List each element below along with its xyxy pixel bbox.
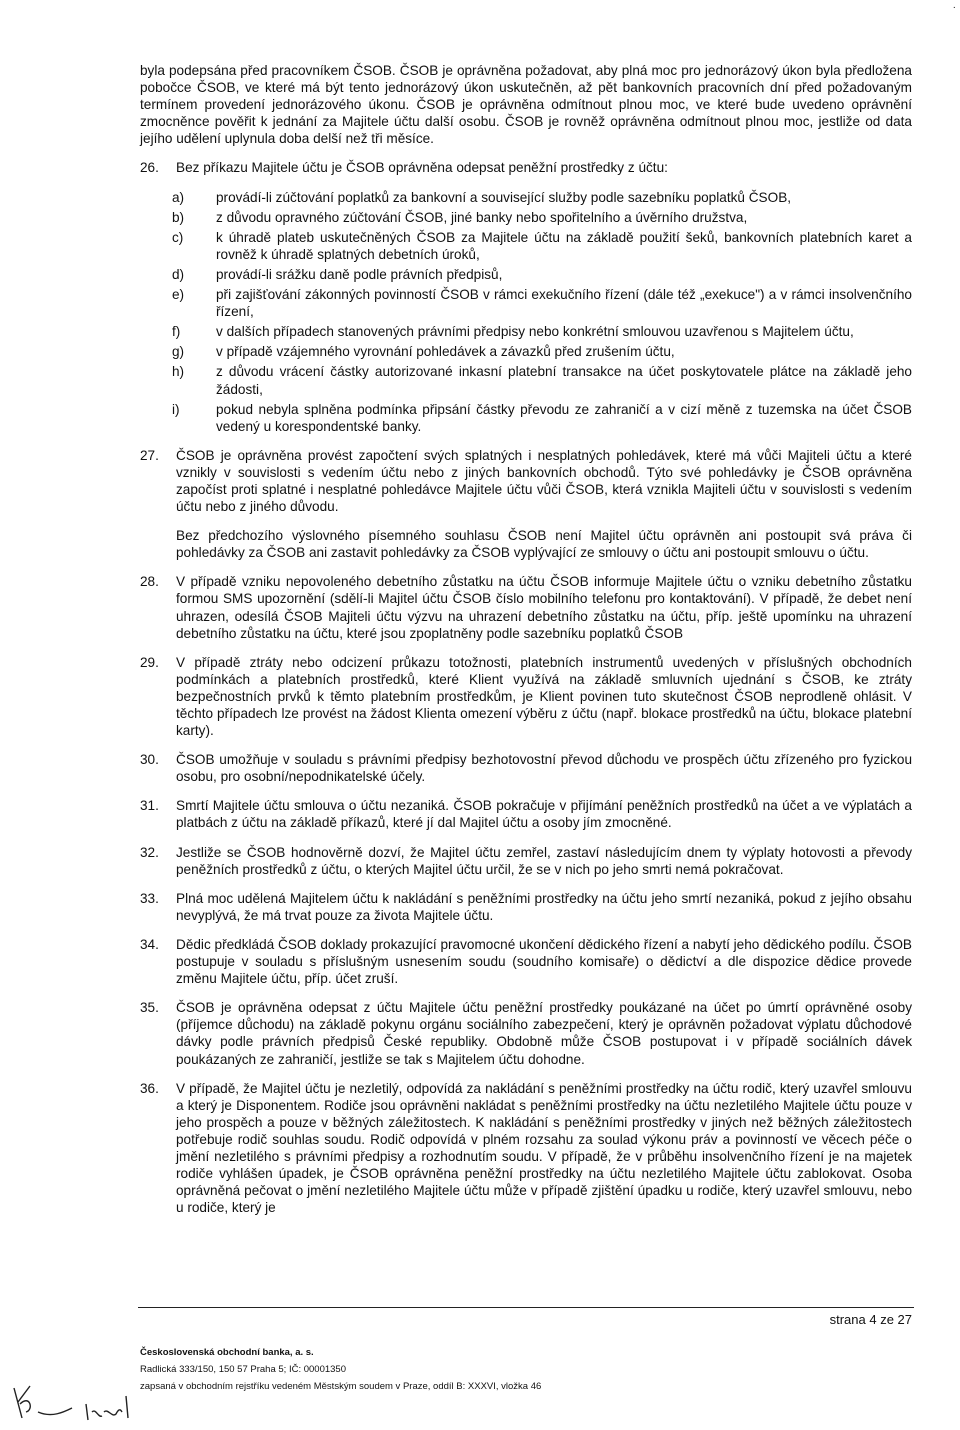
section-number: 26. <box>140 160 159 176</box>
section-27 <box>140 447 912 562</box>
section-number: 31. <box>140 798 159 814</box>
section-35 <box>140 999 912 1067</box>
section-text: V případě, že Majitel účtu je nezletilý, odpovídá za nakládání s peněžními prostředky na účtu rodič, který uzavřel smlouvu a který je Disponentem. Rodiče jsou oprávněni nakládat s peněžními prostředky na účtu nezletilého Majitele účtu pouze v jeho prospěch a pouze v běžných záležitostech. K nakládání s peněžními prostředky v jiných než běžných záležitostech potřebuje rodič souhlas soudu. Rodič odpovídá v plném rozsahu za soulad výkonu práv a povinností ve věcech péče o jmění nezletilého s právními předpisy a rozhodnutím soudu. V případě, že v průběhu insolvenčního řízení je na majetek rodiče vyhlášen úpadek, je ČSOB oprávněna peněžní prostředky na účtu nezletilého Majitele účtu zablokovat. Osoba oprávněná pečovat o jmění nezletilého Majitele účtu může v případě zjištění úpadku u rodiče, který uzavřel smlouvu, nebo u rodiče, který je <box>176 1080 912 1216</box>
section-text: V případě vzniku nepovoleného debetního zůstatku na účtu ČSOB informuje Majitele účtu o vzniku debetního zůstatku formou SMS upozornění (sdělí-li Majitel účtu ČSOB číslo mobilního telefonu pro kontaktování). V případě, že debet není uhrazen, odesílá ČSOB Majiteli účtu výzvu na uhrazení debetního zůstatku na účtu, příp. ještě upomínku na uhrazení debetního zůstatku na účtu, které jsou zpoplatněny podle sazebníku poplatků ČSOB <box>176 574 912 641</box>
section-number: 33. <box>140 890 159 906</box>
item-list <box>172 189 912 435</box>
footer-company: Československá obchodní banka, a. s. <box>140 1347 314 1358</box>
section-text: ČSOB je oprávněna provést započtení svých splatných i nesplatných pohledávek, které má vůči Majiteli účtu a které vznikly v souvislosti s vedením účtu nebo z jiných bankovních obchodů. Týto své pohledávky je ČSOB oprávněna započíst proti splatné i nesplatné pohledávce Majitele účtu vůči ČSOB, která vznikla Majiteli účtu v souvislosti s vedením účtu nebo z jiného důvodu. <box>176 447 912 515</box>
list-item: a) provádí-li zúčtování poplatků za bankovní a související služby podle sazebníku poplatků ČSOB, <box>172 189 792 205</box>
list-item: i) pokud nebyla splněna podmínka připsání částky převodu ze zahraničí a v cizí měně z tuzemska na účet ČSOB vedený u korespondentské banky. <box>172 401 912 434</box>
section-33 <box>140 890 912 924</box>
section-30 <box>140 751 912 785</box>
section-text: Smrtí Majitele účtu smlouva o účtu nezaniká. ČSOB pokračuje v přijímání peněžních prostředků na účet a ve výplatách a platbách z účtu na základě příkazů, které jí dal Majitel účtu a osoby jím zmocněné. <box>176 798 912 831</box>
list-item: f) v dalších případech stanovených právními předpisy nebo konkrétní smlouvou uzavřenou s Majitelem účtu, <box>172 324 854 340</box>
section-31 <box>140 797 912 831</box>
scan-mark: · <box>952 2 956 13</box>
section-28 <box>140 573 912 641</box>
section-text: V případě ztráty nebo odcizení průkazu totožnosti, platebních instrumentů uvedených v příslušných obchodních podmínkách a platebních prostředků, které Klient využívá na základě smluvních ujednání s ČSOB, ke ztráty bezpečnostních prvků k těmto platebním prostředkům, je Klient povinen tuto skutečnost ČSOB neprodleně ohlásit. V těchto případech lze provést na žádost Klienta omezení výběru z účtu (např. blokace prostředků na účtu, blokace platební karty). <box>176 654 912 739</box>
section-number: 28. <box>140 574 159 590</box>
list-item: h) z důvodu vrácení částky autorizované inkasní platební transakce na účet poskytovatele plátce na základě jeho žádosti, <box>172 364 912 397</box>
list-item: c) k úhradě plateb uskutečněných ČSOB za Majitele účtu na základě použití šeků, bankovních platebních karet a rovněž k úhradě splatných debetních úroků, <box>172 229 912 262</box>
section-text: ČSOB je oprávněna odepsat z účtu Majitele účtu peněžní prostředky poukázané na účet po úmrtí oprávněné osoby (příjemce důchodu) na základě pokynu orgánu sociálního zabezpečení, který je oprávněn požadovat výplatu důchodové dávky podle právních předpisů České republiky. Obdobně může ČSOB postupovat i v případě sociálních dávek poukázaných ze zahraničí, jestliže se tak s Majitelem účtu dohodne. <box>176 1000 912 1067</box>
footer-registry: zapsaná v obchodním rejstříku vedeném Městským soudem v Praze, oddíl B: XXXVI, vložka 46 <box>140 1381 542 1392</box>
section-text: Plná moc udělená Majitelem účtu k nakládání s peněžními prostředky na účtu jeho smrtí nezaniká, pokud z jejího obsahu nevyplývá, že má trvat pouze za života Majitele účtu. <box>176 890 912 923</box>
section-lead: Bez příkazu Majitele účtu je ČSOB oprávněna odepsat peněžní prostředky z účtu: <box>176 160 668 176</box>
section-29 <box>140 654 912 739</box>
page-number: strana 4 ze 27 <box>829 1312 912 1327</box>
section-number: 35. <box>140 1000 159 1016</box>
footer-address: Radlická 333/150, 150 57 Praha 5; IČ: 00001350 <box>140 1364 346 1375</box>
section-26 <box>140 159 912 434</box>
intro-paragraph: byla podepsána před pracovníkem ČSOB. ČSOB je oprávněna požadovat, aby plná moc pro jednorázový úkon byla předložena pobočce ČSOB, ve které má být tento jednorázový úkon uskutečněn, až pět bankovních pracovních dní před požadovaným termínem provedení jednorázového úkonu. ČSOB je oprávněna odmítnout plnou moc, ve které bude uvedeno oprávnění zmocněnce pověřit k jednání za Majitele účtu další osobu. ČSOB je rovněž oprávněna odmítnout plnou moc, jestliže od data jejího udělení uplynula doba delší než tři měsíce. <box>140 63 912 147</box>
handwritten-signature <box>8 1382 158 1426</box>
section-number: 32. <box>140 844 159 860</box>
section-32 <box>140 844 912 878</box>
section-text: Bez předchozího výslovného písemného souhlasu ČSOB není Majitel účtu oprávněn ani postoupit svá práva či pohledávky za ČSOB ani zastavit pohledávky za ČSOB vyplývající ze smlouvy o účtu ani postoupit smlouvu o účtu. <box>176 528 912 561</box>
document-body <box>140 62 912 1216</box>
list-item: b) z důvodu opravného zúčtování ČSOB, jiné banky nebo spořitelního a úvěrního družstva, <box>172 209 748 225</box>
section-number: 34. <box>140 936 159 952</box>
list-item: e) při zajišťování zákonných povinností ČSOB v rámci exekučního řízení (dále též „exekuce") a v rámci insolvenčního řízení, <box>172 287 912 320</box>
section-number: 36. <box>140 1080 159 1096</box>
section-number: 30. <box>140 752 159 768</box>
footer-divider <box>138 1307 914 1308</box>
section-text: ČSOB umožňuje v souladu s právními předpisy bezhotovostní převod důchodu ve prospěch účtu zřízeného pro fyzickou osobu, pro osobní/nepodnikatelské účely. <box>176 752 912 785</box>
footer <box>140 1344 541 1395</box>
section-number: 29. <box>140 654 159 670</box>
section-text: Jestliže se ČSOB hodnověrně dozví, že Majitel účtu zemřel, zastaví následujícím dnem ty výplaty hotovosti a převody peněžních prostředků z účtu, o kterých Majitel účtu určil, že se v nich po jeho smrti nemá pokračovat. <box>176 844 912 877</box>
list-item: g) v případě vzájemného vyrovnání pohledávek a závazků před zrušením účtu, <box>172 344 675 360</box>
section-number: 27. <box>140 447 159 463</box>
list-item: d) provádí-li srážku daně podle právních předpisů, <box>172 266 503 282</box>
section-text: Dědic předkládá ČSOB doklady prokazující pravomocné ukončení dědického řízení a nabytí jeho dědického podílu. ČSOB postupuje v souladu s příslušným usnesením soudu (soudního komisaře) o dědictví a dle dispozice dědice provede změnu Majitele účtu, příp. účet zruší. <box>176 936 913 987</box>
section-36 <box>140 1080 912 1217</box>
section-34 <box>140 936 912 987</box>
